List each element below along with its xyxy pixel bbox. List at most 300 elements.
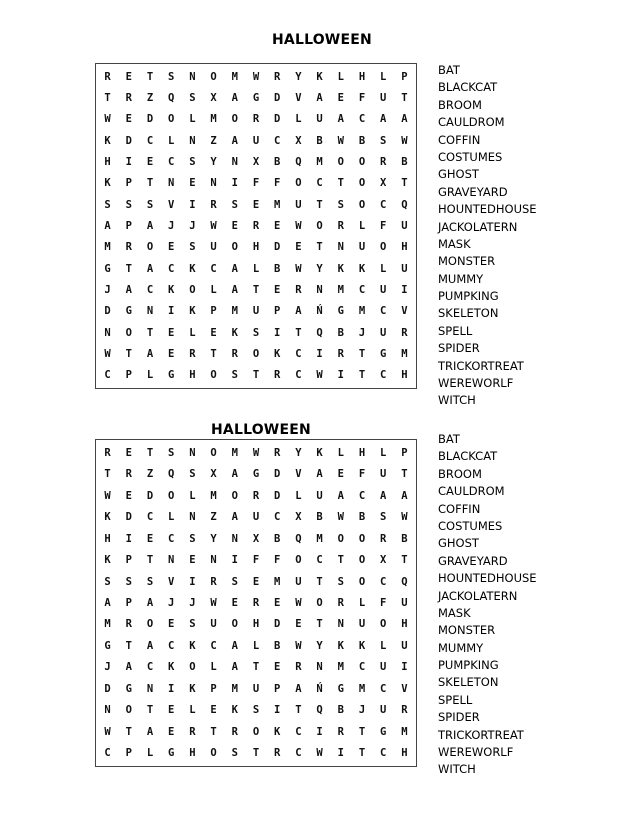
- grid-letter: I: [401, 661, 408, 674]
- grid-letter: R: [125, 468, 132, 481]
- grid-letter: O: [231, 241, 238, 254]
- grid-letter: K: [168, 283, 175, 296]
- grid-letter: G: [125, 305, 132, 318]
- grid-letter: C: [168, 155, 175, 168]
- grid-letter: L: [337, 446, 344, 459]
- grid-letter: R: [252, 489, 260, 502]
- grid-letter: R: [189, 725, 196, 738]
- grid-letter: E: [252, 198, 260, 211]
- grid-letter: T: [252, 283, 260, 296]
- grid-letter: O: [316, 219, 323, 232]
- grid-letter: U: [316, 113, 323, 126]
- grid-letter: S: [104, 198, 111, 211]
- grid-letter: O: [168, 489, 175, 502]
- grid-letter: K: [274, 725, 281, 738]
- grid-letter: E: [189, 554, 196, 567]
- grid-letter: L: [358, 219, 366, 232]
- grid-letter: M: [337, 283, 344, 296]
- grid-letter: G: [337, 682, 344, 695]
- grid-letter: Y: [316, 639, 323, 652]
- grid-letter: O: [252, 725, 260, 738]
- grid-letter: U: [401, 596, 408, 609]
- grid-letter: H: [252, 618, 260, 631]
- grid-letter: J: [358, 326, 366, 339]
- grid-letter: R: [295, 661, 302, 674]
- grid-letter: L: [189, 704, 196, 717]
- grid-letter: S: [189, 91, 196, 104]
- word-list-item: SKELETON: [438, 306, 499, 321]
- grid-letter: E: [210, 704, 217, 717]
- grid-letter: S: [189, 532, 196, 545]
- grid-letter: W: [401, 134, 408, 147]
- grid-letter: K: [231, 704, 238, 717]
- grid-letter: B: [358, 134, 366, 147]
- grid-letter: U: [380, 91, 387, 104]
- grid-letter: B: [337, 326, 344, 339]
- puzzle-2-title: HALLOWEEN: [211, 422, 311, 438]
- grid-letter: W: [295, 219, 302, 232]
- word-list-item: MUMMY: [438, 640, 484, 655]
- grid-letter: L: [380, 70, 387, 83]
- grid-letter: Z: [210, 511, 217, 524]
- grid-letter: M: [401, 347, 408, 360]
- grid-letter: N: [231, 532, 238, 545]
- grid-letter: S: [125, 198, 132, 211]
- grid-letter: C: [358, 661, 366, 674]
- grid-letter: C: [146, 134, 154, 147]
- grid-letter: O: [146, 618, 154, 631]
- word-list-item: SPIDER: [438, 341, 480, 356]
- word-list-item: GHOST: [438, 167, 479, 182]
- grid-letter: O: [189, 283, 196, 296]
- grid-letter: I: [189, 575, 196, 588]
- grid-letter: P: [210, 305, 217, 318]
- grid-letter: B: [358, 511, 366, 524]
- grid-letter: Y: [210, 155, 217, 168]
- grid-letter: B: [337, 704, 344, 717]
- grid-letter: T: [252, 369, 260, 382]
- grid-letter: E: [146, 532, 154, 545]
- grid-letter: C: [295, 369, 302, 382]
- grid-letter: S: [189, 468, 196, 481]
- grid-letter: W: [104, 347, 111, 360]
- grid-letter: G: [168, 369, 175, 382]
- grid-letter: K: [274, 347, 281, 360]
- word-list-item: BLACKCAT: [438, 80, 498, 95]
- grid-letter: B: [274, 639, 281, 652]
- grid-letter: H: [189, 369, 196, 382]
- grid-letter: O: [358, 575, 366, 588]
- grid-letter: E: [337, 468, 344, 481]
- grid-letter: K: [358, 262, 366, 275]
- grid-letter: M: [104, 241, 111, 254]
- grid-letter: I: [231, 177, 238, 190]
- grid-letter: B: [401, 155, 408, 168]
- word-list-item: CAULDROM: [438, 484, 505, 499]
- grid-letter: K: [189, 262, 196, 275]
- grid-letter: A: [316, 91, 323, 104]
- grid-letter: L: [189, 489, 196, 502]
- grid-letter: L: [295, 489, 302, 502]
- grid-letter: A: [231, 262, 238, 275]
- grid-letter: U: [380, 661, 387, 674]
- grid-letter: G: [104, 639, 111, 652]
- grid-letter: L: [146, 747, 154, 760]
- grid-letter: X: [380, 177, 387, 190]
- grid-letter: O: [358, 155, 366, 168]
- grid-letter: E: [168, 725, 175, 738]
- grid-letter: R: [401, 704, 408, 717]
- word-list-item: BROOM: [438, 97, 482, 112]
- grid-letter: N: [231, 155, 238, 168]
- grid-letter: O: [295, 177, 302, 190]
- grid-letter: P: [125, 219, 132, 232]
- grid-letter: Q: [401, 198, 408, 211]
- grid-letter: H: [401, 747, 408, 760]
- grid-letter: W: [210, 596, 217, 609]
- grid-letter: A: [231, 91, 238, 104]
- grid-letter: E: [274, 219, 281, 232]
- grid-letter: U: [295, 575, 302, 588]
- grid-letter: T: [358, 747, 366, 760]
- grid-letter: P: [210, 682, 217, 695]
- grid-letter: K: [189, 639, 196, 652]
- grid-letter: O: [210, 70, 217, 83]
- word-list-item: SKELETON: [438, 675, 499, 690]
- grid-letter: A: [231, 468, 238, 481]
- grid-letter: E: [168, 704, 175, 717]
- grid-letter: F: [380, 596, 387, 609]
- grid-letter: P: [401, 446, 408, 459]
- grid-letter: E: [125, 446, 132, 459]
- grid-letter: J: [358, 704, 366, 717]
- grid-letter: H: [401, 369, 408, 382]
- grid-letter: C: [104, 747, 111, 760]
- grid-letter: T: [295, 326, 302, 339]
- grid-letter: Q: [295, 155, 302, 168]
- grid-letter: R: [210, 198, 217, 211]
- grid-letter: D: [274, 618, 281, 631]
- grid-letter: A: [104, 596, 111, 609]
- grid-letter: M: [104, 618, 111, 631]
- grid-letter: H: [104, 155, 111, 168]
- grid-letter: C: [380, 575, 387, 588]
- grid-letter: U: [295, 198, 302, 211]
- grid-letter: O: [358, 198, 366, 211]
- grid-letter: Y: [210, 532, 217, 545]
- grid-letter: D: [274, 91, 281, 104]
- grid-letter: C: [295, 747, 302, 760]
- grid-letter: K: [316, 446, 323, 459]
- grid-letter: L: [189, 113, 196, 126]
- grid-letter: N: [337, 618, 344, 631]
- grid-letter: M: [274, 575, 281, 588]
- grid-letter: U: [380, 468, 387, 481]
- grid-letter: H: [358, 70, 366, 83]
- word-list-item: BROOM: [438, 466, 482, 481]
- grid-letter: T: [252, 747, 260, 760]
- grid-letter: U: [358, 618, 366, 631]
- grid-letter: P: [125, 177, 132, 190]
- grid-letter: X: [295, 511, 302, 524]
- grid-letter: W: [104, 725, 111, 738]
- grid-letter: E: [337, 91, 344, 104]
- grid-letter: B: [274, 532, 281, 545]
- grid-letter: Y: [295, 446, 302, 459]
- grid-letter: Q: [401, 575, 408, 588]
- grid-letter: R: [125, 91, 132, 104]
- grid-letter: O: [168, 113, 175, 126]
- grid-letter: O: [252, 347, 260, 360]
- grid-letter: N: [189, 511, 196, 524]
- grid-letter: A: [146, 219, 154, 232]
- grid-letter: K: [231, 326, 238, 339]
- grid-letter: Q: [316, 326, 323, 339]
- grid-letter: J: [104, 661, 111, 674]
- grid-letter: U: [252, 134, 260, 147]
- grid-letter: R: [337, 725, 344, 738]
- grid-letter: E: [231, 596, 238, 609]
- word-list-item: GRAVEYARD: [438, 184, 508, 199]
- grid-letter: A: [231, 283, 238, 296]
- grid-letter: E: [125, 113, 132, 126]
- grid-letter: S: [231, 369, 238, 382]
- grid-letter: I: [316, 725, 323, 738]
- grid-letter: R: [380, 532, 387, 545]
- grid-letter: R: [104, 446, 111, 459]
- grid-letter: I: [274, 326, 281, 339]
- grid-letter: N: [210, 554, 217, 567]
- grid-letter: X: [210, 91, 217, 104]
- grid-letter: L: [380, 262, 387, 275]
- grid-letter: H: [358, 446, 366, 459]
- word-list-item: MASK: [438, 605, 471, 620]
- word-list-item: BAT: [438, 432, 460, 446]
- grid-letter: G: [252, 468, 260, 481]
- grid-letter: I: [274, 704, 281, 717]
- grid-letter: O: [231, 113, 238, 126]
- grid-letter: J: [104, 283, 111, 296]
- grid-letter: T: [104, 91, 111, 104]
- grid-letter: R: [231, 725, 238, 738]
- grid-letter: E: [231, 219, 238, 232]
- grid-letter: U: [210, 241, 217, 254]
- grid-letter: N: [189, 70, 196, 83]
- grid-letter: G: [104, 262, 111, 275]
- grid-letter: B: [316, 134, 323, 147]
- grid-letter: C: [168, 639, 175, 652]
- grid-letter: I: [316, 347, 323, 360]
- word-list-item: COSTUMES: [438, 518, 503, 533]
- grid-letter: P: [274, 682, 281, 695]
- grid-letter: N: [168, 177, 175, 190]
- grid-letter: O: [358, 177, 366, 190]
- grid-letter: L: [380, 446, 387, 459]
- grid-letter: W: [316, 747, 323, 760]
- grid-letter: I: [337, 747, 344, 760]
- grid-letter: M: [231, 70, 238, 83]
- grid-letter: O: [380, 241, 387, 254]
- grid-letter: K: [189, 682, 196, 695]
- grid-letter: O: [380, 618, 387, 631]
- grid-letter: E: [168, 326, 175, 339]
- grid-letter: Y: [295, 70, 302, 83]
- grid-letter: M: [358, 682, 366, 695]
- grid-letter: S: [252, 326, 260, 339]
- grid-letter: J: [189, 219, 196, 232]
- grid-letter: A: [146, 639, 154, 652]
- puzzle-2-letter-grid: [95, 439, 417, 767]
- grid-letter: N: [316, 661, 323, 674]
- grid-letter: N: [168, 554, 175, 567]
- word-list-item: TRICKORTREAT: [438, 727, 524, 742]
- grid-letter: R: [189, 347, 196, 360]
- grid-letter: T: [358, 725, 366, 738]
- word-list-item: GHOST: [438, 536, 479, 551]
- word-list-item: SPELL: [438, 692, 473, 707]
- grid-letter: M: [337, 661, 344, 674]
- grid-letter: L: [146, 369, 154, 382]
- grid-letter: R: [252, 596, 260, 609]
- grid-letter: S: [252, 704, 260, 717]
- word-list-item: SPELL: [438, 323, 473, 338]
- grid-letter: T: [358, 347, 366, 360]
- grid-letter: O: [337, 532, 344, 545]
- grid-letter: B: [274, 155, 281, 168]
- grid-letter: P: [125, 747, 132, 760]
- grid-letter: S: [125, 575, 132, 588]
- grid-letter: T: [125, 347, 132, 360]
- grid-letter: S: [337, 575, 344, 588]
- grid-letter: U: [210, 618, 217, 631]
- grid-letter: T: [401, 554, 408, 567]
- grid-letter: W: [252, 446, 260, 459]
- grid-letter: T: [104, 468, 111, 481]
- grid-letter: E: [274, 661, 281, 674]
- grid-letter: Z: [210, 134, 217, 147]
- grid-letter: M: [210, 489, 217, 502]
- grid-letter: R: [274, 747, 281, 760]
- grid-letter: T: [337, 177, 344, 190]
- word-list-item: JACKOLATERN: [438, 219, 518, 234]
- word-list-item: WEREWORLF: [438, 745, 514, 760]
- grid-letter: U: [380, 704, 387, 717]
- grid-letter: G: [125, 682, 132, 695]
- grid-letter: W: [104, 489, 111, 502]
- word-list-item: WITCH: [438, 762, 476, 777]
- grid-letter: U: [252, 682, 260, 695]
- grid-letter: G: [252, 91, 260, 104]
- grid-letter: D: [274, 489, 281, 502]
- grid-letter: A: [104, 219, 111, 232]
- grid-letter: A: [146, 347, 154, 360]
- grid-letter: D: [274, 241, 281, 254]
- grid-letter: T: [401, 468, 408, 481]
- grid-letter: N: [146, 682, 154, 695]
- grid-letter: T: [210, 725, 217, 738]
- word-list-item: MONSTER: [438, 623, 496, 638]
- grid-letter: R: [274, 369, 281, 382]
- grid-letter: O: [210, 446, 217, 459]
- grid-letter: X: [380, 554, 387, 567]
- grid-letter: A: [146, 725, 154, 738]
- grid-letter: W: [295, 596, 302, 609]
- grid-letter: Z: [146, 468, 154, 481]
- grid-letter: L: [168, 511, 175, 524]
- grid-letter: R: [210, 575, 217, 588]
- grid-letter: I: [125, 155, 132, 168]
- grid-letter: D: [146, 113, 154, 126]
- grid-letter: L: [358, 596, 366, 609]
- grid-letter: K: [337, 262, 344, 275]
- grid-letter: W: [295, 262, 302, 275]
- grid-letter: T: [125, 725, 132, 738]
- grid-letter: C: [210, 639, 217, 652]
- grid-letter: E: [274, 283, 281, 296]
- grid-letter: D: [125, 134, 132, 147]
- grid-letter: T: [146, 704, 154, 717]
- grid-letter: Ń: [316, 682, 323, 695]
- word-list-item: GRAVEYARD: [438, 553, 508, 568]
- grid-letter: T: [358, 369, 366, 382]
- grid-letter: T: [146, 554, 154, 567]
- grid-letter: N: [189, 446, 196, 459]
- grid-letter: T: [401, 91, 408, 104]
- grid-letter: T: [295, 704, 302, 717]
- grid-letter: R: [337, 596, 344, 609]
- grid-letter: T: [146, 177, 154, 190]
- grid-letter: I: [189, 198, 196, 211]
- grid-letter: O: [125, 326, 132, 339]
- grid-letter: T: [125, 639, 132, 652]
- grid-letter: S: [380, 511, 387, 524]
- grid-letter: Q: [295, 532, 302, 545]
- grid-letter: T: [146, 446, 154, 459]
- word-list-item: PUMPKING: [438, 658, 499, 673]
- grid-letter: O: [146, 241, 154, 254]
- grid-letter: C: [168, 262, 175, 275]
- grid-letter: R: [252, 219, 260, 232]
- grid-letter: N: [316, 283, 323, 296]
- grid-letter: L: [337, 70, 344, 83]
- grid-letter: J: [168, 596, 175, 609]
- grid-letter: G: [337, 305, 344, 318]
- grid-letter: M: [401, 725, 408, 738]
- grid-letter: L: [210, 283, 217, 296]
- grid-letter: A: [125, 283, 132, 296]
- grid-letter: G: [168, 747, 175, 760]
- grid-letter: S: [168, 446, 175, 459]
- grid-letter: H: [104, 532, 111, 545]
- grid-letter: S: [231, 575, 238, 588]
- grid-letter: C: [104, 369, 111, 382]
- grid-letter: E: [168, 347, 175, 360]
- grid-letter: C: [316, 554, 323, 567]
- grid-letter: O: [337, 155, 344, 168]
- grid-letter: F: [252, 177, 260, 190]
- grid-letter: A: [231, 134, 238, 147]
- grid-letter: C: [380, 198, 387, 211]
- grid-letter: N: [104, 326, 111, 339]
- grid-letter: E: [274, 596, 281, 609]
- grid-letter: O: [210, 369, 217, 382]
- grid-letter: V: [168, 198, 175, 211]
- grid-letter: M: [316, 155, 323, 168]
- grid-letter: C: [274, 134, 281, 147]
- grid-letter: F: [252, 554, 260, 567]
- grid-letter: F: [380, 219, 387, 232]
- word-list-item: BAT: [438, 63, 460, 77]
